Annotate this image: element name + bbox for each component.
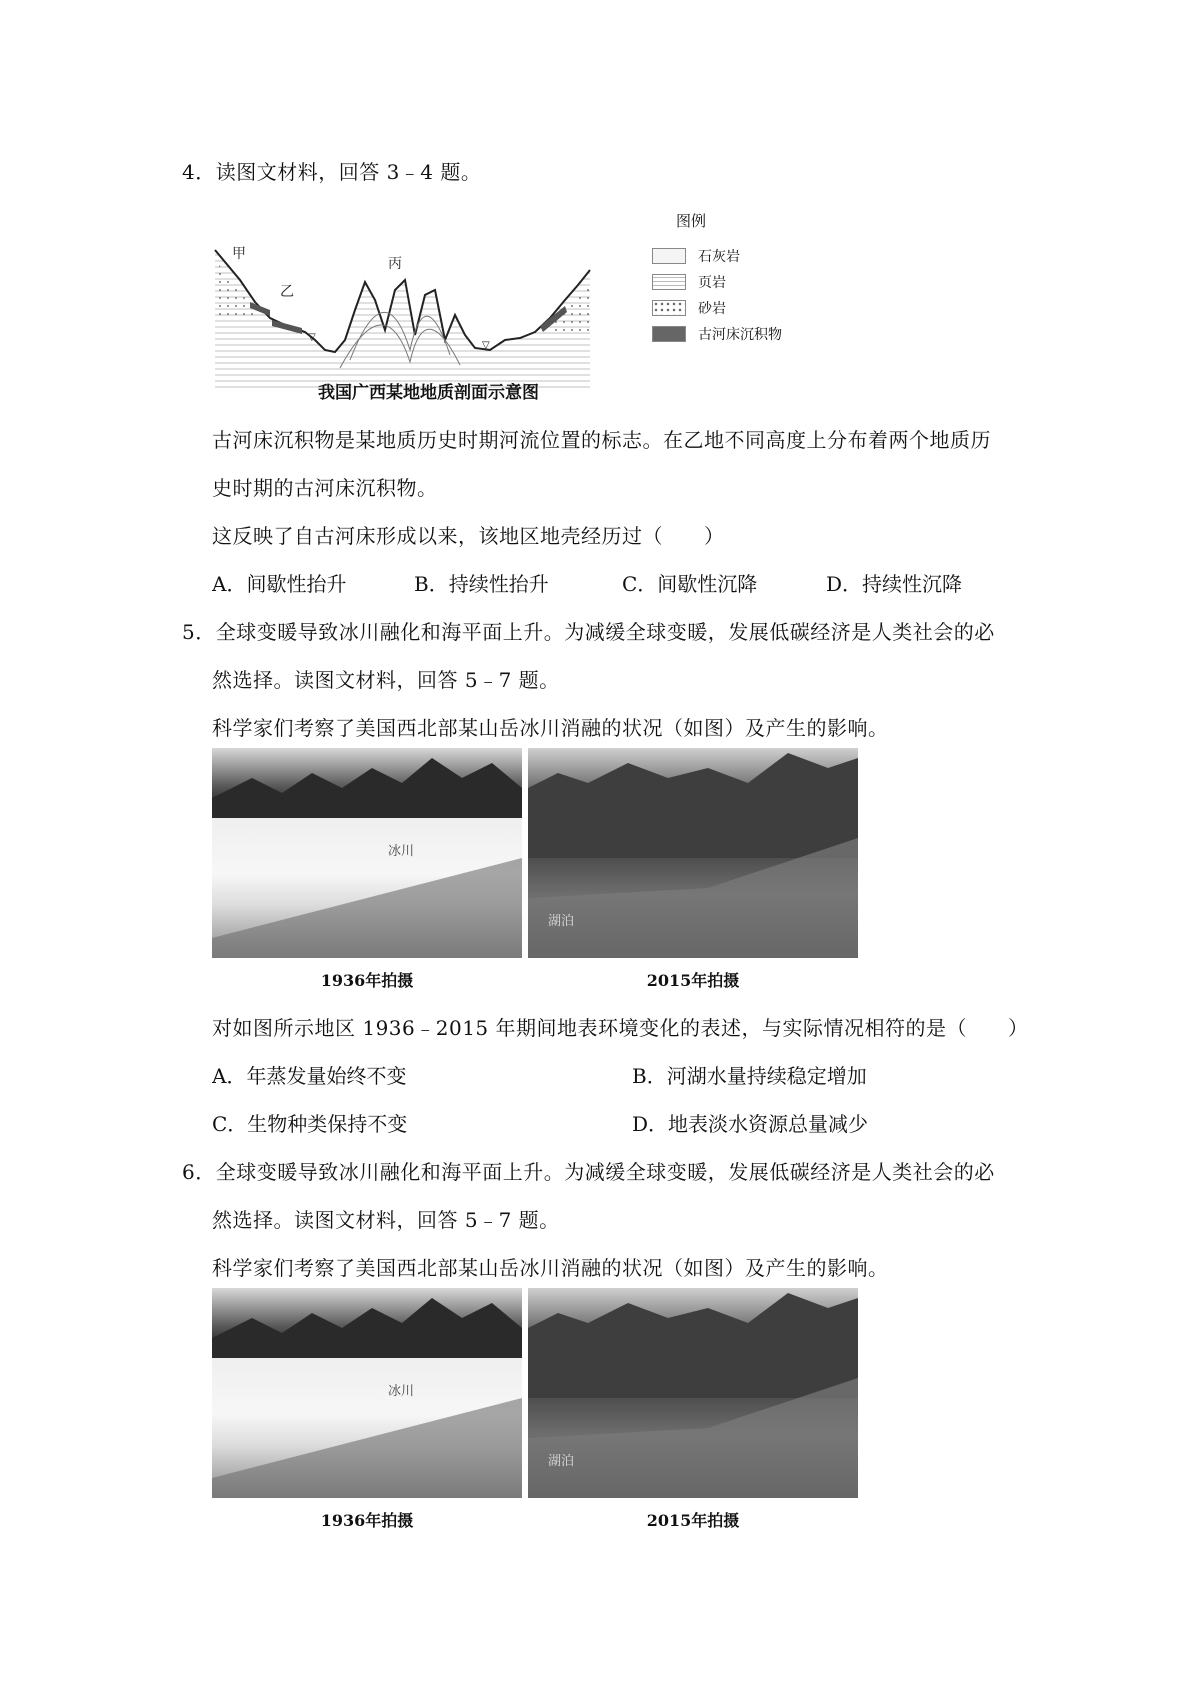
q6-material: 科学家们考察了美国西北部某山岳冰川消融的状况（如图）及产生的影响。: [212, 1256, 889, 1280]
limestone-swatch: [652, 248, 686, 264]
legend-item-riverbed-deposit: [652, 324, 782, 344]
lake-label: 湖泊: [548, 914, 575, 929]
q4-material-line1: 古河床沉积物是某地质历史时期河流位置的标志。在乙地不同高度上分布着两个地质历: [212, 428, 991, 452]
sandstone-swatch: [652, 300, 686, 316]
q5-option-c[interactable]: C．生物种类保持不变: [212, 1112, 408, 1136]
photo-2015-lake-repeat: [528, 1288, 858, 1498]
q5-option-d[interactable]: D．地表淡水资源总量减少: [632, 1112, 869, 1136]
q5-stem-line1: 5．全球变暖导致冰川融化和海平面上升。为减缓全球变暖，发展低碳经济是人类社会的必: [182, 620, 995, 644]
q5-stem-line2: 然选择。读图文材料，回答 5﹣7 题。: [212, 668, 560, 692]
photo-1936-glacier: [212, 748, 522, 958]
svg-text:▽: ▽: [308, 332, 316, 343]
shale-swatch: [652, 274, 686, 290]
legend-label: 页岩: [698, 275, 726, 291]
q4-stem: 4．读图文材料，回答 3﹣4 题。: [182, 160, 482, 184]
caption-1936-repeat: 1936年拍摄: [320, 1511, 414, 1530]
glacier-label: 冰川: [388, 1384, 415, 1399]
mountain-silhouette-2015-repeat: [528, 1288, 858, 1498]
mountain-silhouette-repeat: [212, 1288, 522, 1498]
legend-item-sandstone: [652, 298, 726, 318]
cross-section-figure: [210, 240, 610, 390]
q4-question: 这反映了自古河床形成以来，该地区地壳经历过（ ）: [212, 524, 725, 548]
riverbed-swatch: [652, 326, 686, 342]
legend-item-shale: [652, 272, 726, 292]
photo-1936-glacier-repeat: [212, 1288, 522, 1498]
label-jia: 甲: [232, 246, 246, 262]
q4-material-line2: 史时期的古河床沉积物。: [212, 476, 438, 500]
mountain-silhouette: [212, 748, 522, 958]
lake-label: 湖泊: [548, 1454, 575, 1469]
legend-item-limestone: [652, 246, 740, 266]
legend-title: 图例: [676, 212, 707, 230]
diagram-caption: 我国广西某地地质剖面示意图: [318, 383, 539, 403]
svg-text:▽: ▽: [482, 340, 490, 351]
label-bing: 丙: [388, 256, 402, 272]
q5-option-a[interactable]: A．年蒸发量始终不变: [212, 1064, 407, 1088]
q4-option-d[interactable]: D．持续性沉降: [826, 572, 963, 596]
q6-stem-line1: 6．全球变暖导致冰川融化和海平面上升。为减缓全球变暖，发展低碳经济是人类社会的必: [182, 1160, 995, 1184]
q6-stem-line2: 然选择。读图文材料，回答 5﹣7 题。: [212, 1208, 560, 1232]
mountain-silhouette-2015: [528, 748, 858, 958]
q4-option-b[interactable]: B．持续性抬升: [414, 572, 549, 596]
caption-2015-repeat: 2015年拍摄: [646, 1511, 740, 1530]
glacier-label: 冰川: [388, 844, 415, 859]
photo-2015-lake: [528, 748, 858, 958]
geology-cross-section-diagram: [210, 240, 610, 390]
legend-label: 古河床沉积物: [698, 327, 782, 343]
q5-question: 对如图所示地区 1936﹣2015 年期间地表环境变化的表述，与实际情况相符的是（ ）: [212, 1016, 1029, 1040]
caption-2015: 2015年拍摄: [646, 971, 740, 990]
q4-option-c[interactable]: C．间歇性沉降: [622, 572, 758, 596]
label-yi: 乙: [280, 284, 294, 300]
legend-label: 砂岩: [698, 301, 726, 317]
q5-option-b[interactable]: B．河湖水量持续稳定增加: [632, 1064, 867, 1088]
q4-option-a[interactable]: A．间歇性抬升: [212, 572, 347, 596]
caption-1936: 1936年拍摄: [320, 971, 414, 990]
legend-label: 石灰岩: [698, 249, 740, 265]
q5-material: 科学家们考察了美国西北部某山岳冰川消融的状况（如图）及产生的影响。: [212, 716, 889, 740]
